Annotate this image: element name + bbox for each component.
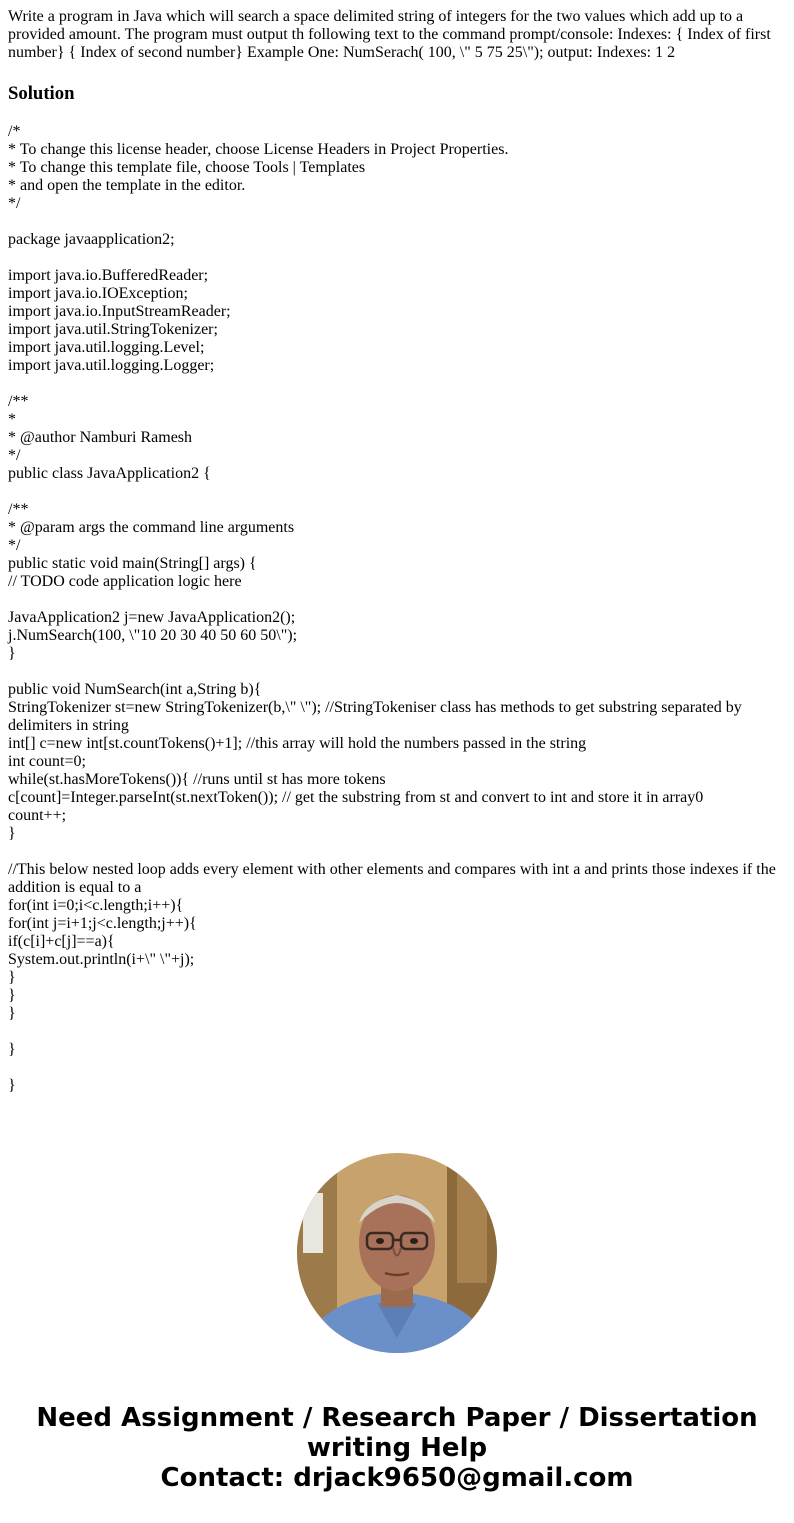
code-line: * @author Namburi Ramesh bbox=[8, 429, 193, 446]
code-line bbox=[8, 843, 786, 861]
code-line: */ bbox=[8, 447, 21, 464]
code-line: } bbox=[8, 1041, 16, 1058]
code-line: c[count]=Integer.parseInt(st.nextToken()); // get the substring from st and convert to int and store it in array0 bbox=[8, 789, 704, 806]
code-line: for(int j=i+1;j<c.length;j++){ bbox=[8, 915, 197, 932]
code-line bbox=[8, 1059, 786, 1077]
code-line: import java.util.StringTokenizer; bbox=[8, 321, 218, 338]
code-line: public static void main(String[] args) { bbox=[8, 555, 257, 572]
code-line bbox=[8, 375, 786, 393]
code-line: JavaApplication2 j=new JavaApplication2(); bbox=[8, 609, 296, 626]
code-line: /* bbox=[8, 123, 21, 140]
code-line bbox=[8, 249, 786, 267]
code-line: //This below nested loop adds every element with other elements and compares with int a and prints those indexes if the addition is equal to a bbox=[8, 861, 780, 896]
code-line: for(int i=0;i<c.length;i++){ bbox=[8, 897, 184, 914]
code-line: /** bbox=[8, 393, 29, 410]
code-line: } bbox=[8, 987, 16, 1004]
code-line: import java.util.logging.Level; bbox=[8, 339, 205, 356]
solution-heading: Solution bbox=[8, 83, 75, 104]
code-line: import java.io.InputStreamReader; bbox=[8, 303, 231, 320]
author-photo bbox=[297, 1153, 497, 1353]
code-line: */ bbox=[8, 537, 21, 554]
promo-contact: Contact: drjack9650@gmail.com bbox=[160, 1463, 634, 1493]
code-line: * bbox=[8, 411, 16, 428]
code-line bbox=[8, 213, 786, 231]
code-line: } bbox=[8, 969, 16, 986]
code-line: */ bbox=[8, 195, 21, 212]
author-portrait-image bbox=[297, 1153, 497, 1353]
code-line: * To change this license header, choose License Headers in Project Properties. bbox=[8, 141, 509, 158]
code-line: public void NumSearch(int a,String b){ bbox=[8, 681, 262, 698]
promo-line-1: Need Assignment / Research Paper / Dissertation bbox=[36, 1403, 758, 1433]
code-line: } bbox=[8, 1005, 16, 1022]
code-line: * and open the template in the editor. bbox=[8, 177, 246, 194]
code-line: StringTokenizer st=new StringTokenizer(b,\" \"); //StringTokeniser class has methods to get substring separated by delimiters in string bbox=[8, 699, 746, 734]
code-line: import java.util.logging.Logger; bbox=[8, 357, 215, 374]
code-line bbox=[8, 591, 786, 609]
code-line: * @param args the command line arguments bbox=[8, 519, 295, 536]
code-line bbox=[8, 483, 786, 501]
code-line: while(st.hasMoreTokens()){ //runs until st has more tokens bbox=[8, 771, 386, 788]
promo-banner bbox=[0, 1403, 794, 1493]
code-line: } bbox=[8, 825, 16, 842]
code-line: } bbox=[8, 645, 16, 662]
code-line: System.out.println(i+\" \"+j); bbox=[8, 951, 195, 968]
code-line: } bbox=[8, 1077, 16, 1094]
code-line: int[] c=new int[st.countTokens()+1]; //this array will hold the numbers passed in the string bbox=[8, 735, 587, 752]
promo-line-2: writing Help bbox=[306, 1433, 488, 1463]
code-line bbox=[8, 1023, 786, 1041]
question-text: Write a program in Java which will search a space delimited string of integers for the two values which add up to a provided amount. The program must output th following text to the command prompt/console: Indexes: { Index of first number} { Index of second number} Example One: NumSerach( 100, \" 5 75 25\"); output: Indexes: 1 2 bbox=[8, 8, 771, 61]
code-line: if(c[i]+c[j]==a){ bbox=[8, 933, 115, 950]
code-line: import java.io.IOException; bbox=[8, 285, 188, 302]
code-line: import java.io.BufferedReader; bbox=[8, 267, 209, 284]
code-line: * To change this template file, choose Tools | Templates bbox=[8, 159, 366, 176]
code-line: j.NumSearch(100, \"10 20 30 40 50 60 50\"); bbox=[8, 627, 298, 644]
code-line bbox=[8, 663, 786, 681]
code-line: count++; bbox=[8, 807, 67, 824]
code-line: /** bbox=[8, 501, 29, 518]
code-line: package javaapplication2; bbox=[8, 231, 175, 248]
code-line: public class JavaApplication2 { bbox=[8, 465, 211, 482]
code-line: int count=0; bbox=[8, 753, 86, 770]
solution-code bbox=[0, 105, 794, 1095]
code-line: // TODO code application logic here bbox=[8, 573, 242, 590]
